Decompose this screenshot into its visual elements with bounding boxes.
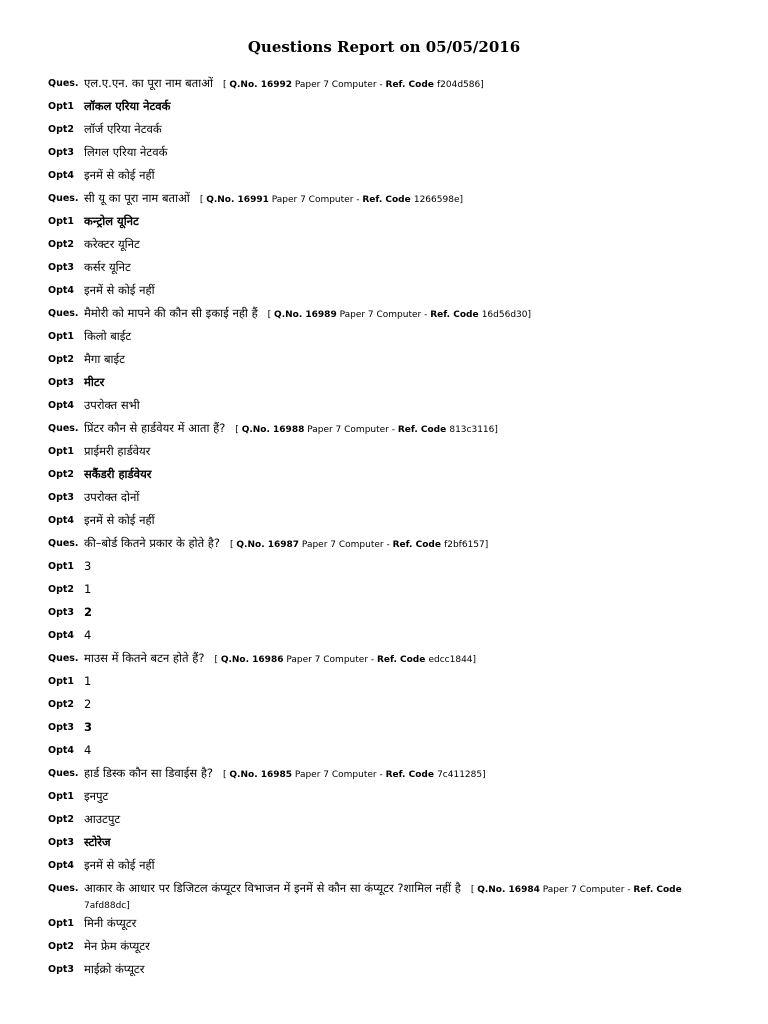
- question-body: मैमोरी को मापने की कौन सी इकाई नही हैं: [84, 306, 258, 320]
- qno-value: 16985: [260, 770, 293, 780]
- page-title: Questions Report on 05/05/2016: [247, 38, 521, 56]
- option-text: मेन फ्रेम कंप्यूटर: [84, 939, 150, 953]
- question-body: आकार के आधार पर डिजिटल कंप्यूटर विभाजन में इनमें से कौन सा कंप्यूटर ?शामिल नहीं है: [84, 881, 461, 895]
- option-label: Opt4: [48, 630, 75, 641]
- option-row: [48, 789, 720, 812]
- ref-label: Ref. Code: [397, 425, 450, 435]
- option-row: [48, 962, 720, 985]
- option-row: [48, 214, 720, 237]
- question-body: एल.ए.एन. का पूरा नाम बताओं: [84, 76, 213, 90]
- question-label: Ques.: [48, 193, 79, 204]
- option-label: Opt2: [48, 584, 75, 595]
- option-label: Opt2: [48, 124, 75, 135]
- option-label: Opt1: [48, 331, 75, 342]
- option-text: लॉर्ज एरिया नेटवर्क: [84, 122, 162, 136]
- question-body: सी यू का पूरा नाम बताओं: [84, 191, 190, 205]
- option-row: [48, 720, 720, 743]
- option-row: [48, 513, 720, 536]
- qno-label: Q.No.: [274, 310, 306, 320]
- option-text: 2: [84, 697, 92, 711]
- meta-close: ]: [482, 770, 486, 780]
- option-row: [48, 697, 720, 720]
- option-label: Opt1: [48, 216, 75, 227]
- meta-close: ]: [459, 195, 463, 205]
- paper-label: Paper 7 Computer -: [304, 425, 398, 435]
- option-label: Opt3: [48, 722, 75, 733]
- qno-value: 16987: [267, 540, 300, 550]
- option-row: [48, 260, 720, 283]
- option-row: [48, 582, 720, 605]
- qno-value: 16992: [260, 80, 292, 90]
- question-row: [48, 536, 720, 559]
- question-label: Ques.: [48, 653, 79, 664]
- ref-label: Ref. Code: [430, 310, 482, 320]
- option-row: [48, 283, 720, 306]
- option-row: [48, 835, 720, 858]
- option-row: [48, 628, 720, 651]
- qno-label: Q.No.: [206, 195, 238, 205]
- option-row: [48, 916, 720, 939]
- qno-value: 16986: [252, 655, 284, 665]
- option-row: [48, 858, 720, 881]
- question-text: [84, 306, 531, 322]
- ref-label: Ref. Code: [633, 885, 682, 895]
- ref-label: Ref. Code: [362, 195, 414, 205]
- option-text: स्टोरेज: [84, 835, 111, 849]
- option-label: Opt4: [48, 285, 75, 296]
- question-text: [84, 881, 720, 913]
- qno-label: Q.No.: [236, 540, 268, 550]
- option-label: Opt2: [48, 354, 75, 365]
- ref-value: 813c3116: [449, 425, 495, 435]
- paper-label: Paper 7 Computer -: [292, 770, 386, 780]
- question-label: Ques.: [48, 423, 79, 434]
- ref-value: 16d56d30: [481, 310, 528, 320]
- ref-label: Ref. Code: [392, 540, 445, 550]
- ref-value: 1266598e: [413, 195, 460, 205]
- option-label: Opt1: [48, 791, 75, 802]
- qno-label: Q.No.: [229, 770, 261, 780]
- option-label: Opt1: [48, 101, 75, 112]
- option-text: इनपुट: [84, 789, 109, 803]
- meta-close: ]: [472, 655, 477, 665]
- option-text: 4: [84, 628, 92, 642]
- option-row: [48, 674, 720, 697]
- ref-value: edcc1844: [428, 655, 473, 665]
- option-text: प्राईमरी हार्डवेयर: [84, 444, 151, 458]
- option-label: Opt4: [48, 400, 75, 411]
- option-row: [48, 939, 720, 962]
- paper-label: Paper 7 Computer -: [283, 655, 377, 665]
- paper-label: Paper 7 Computer -: [539, 885, 634, 895]
- option-text: कर्सर यूनिट: [84, 260, 131, 274]
- option-row: [48, 237, 720, 260]
- option-row: [48, 490, 720, 513]
- question-row: [48, 191, 720, 214]
- option-label: Opt2: [48, 239, 75, 250]
- meta-open: [: [267, 310, 275, 320]
- question-text: [84, 76, 484, 92]
- meta-open: [: [235, 425, 242, 435]
- question-meta: [268, 310, 531, 320]
- meta-close: ]: [484, 540, 489, 550]
- question-label: Ques.: [48, 883, 79, 894]
- option-row: [48, 743, 720, 766]
- option-label: Opt3: [48, 492, 75, 503]
- option-text: 4: [84, 743, 92, 757]
- option-label: Opt2: [48, 941, 75, 952]
- question-meta: [200, 195, 463, 205]
- option-text: लॉकल एरिया नेटवर्क: [84, 99, 171, 113]
- question-text: [84, 421, 498, 437]
- option-label: Opt3: [48, 837, 75, 848]
- paper-label: Paper 7 Computer -: [336, 310, 431, 320]
- question-row: [48, 76, 720, 99]
- option-text: लिगल एरिया नेटवर्क: [84, 145, 168, 159]
- ref-label: Ref. Code: [385, 80, 437, 90]
- question-text: [84, 766, 486, 782]
- option-text: उपरोक्त दोनों: [84, 490, 140, 504]
- option-row: [48, 398, 720, 421]
- paper-label: Paper 7 Computer -: [268, 195, 363, 205]
- question-text: [84, 191, 463, 207]
- qno-label: Q.No.: [220, 655, 253, 665]
- option-text: मैगा बाईट: [84, 352, 125, 366]
- paper-label: Paper 7 Computer -: [292, 80, 386, 90]
- option-label: Opt3: [48, 377, 75, 388]
- option-label: Opt4: [48, 170, 75, 181]
- option-text: मीटर: [84, 375, 105, 389]
- ref-value: f204d586: [437, 80, 481, 90]
- option-row: [48, 329, 720, 352]
- option-text: उपरोक्त सभी: [84, 398, 140, 412]
- question-row: [48, 651, 720, 674]
- question-meta: [235, 425, 498, 435]
- questions-list: [48, 76, 720, 985]
- question-label: Ques.: [48, 78, 79, 89]
- meta-open: [: [470, 885, 478, 895]
- option-label: Opt2: [48, 814, 75, 825]
- paper-label: Paper 7 Computer -: [299, 540, 393, 550]
- option-row: [48, 352, 720, 375]
- option-text: किलो बाईट: [84, 329, 132, 343]
- option-label: Opt4: [48, 745, 75, 756]
- option-label: Opt4: [48, 515, 75, 526]
- option-text: सकैंडरी हार्डवेयर: [84, 467, 152, 481]
- option-label: Opt4: [48, 860, 75, 871]
- meta-open: [: [223, 770, 230, 780]
- option-row: [48, 168, 720, 191]
- option-text: करेक्टर यूनिट: [84, 237, 140, 251]
- question-row: [48, 766, 720, 789]
- qno-value: 16989: [305, 310, 337, 320]
- option-text: माईक्रो कंप्यूटर: [84, 962, 145, 976]
- question-meta: [230, 540, 488, 550]
- meta-open: [: [199, 195, 207, 205]
- option-label: Opt1: [48, 676, 75, 687]
- meta-open: [: [222, 80, 230, 90]
- question-label: Ques.: [48, 768, 79, 779]
- ref-label: Ref. Code: [385, 770, 438, 780]
- option-label: Opt2: [48, 469, 75, 480]
- ref-value: f2bf6157: [444, 540, 485, 550]
- question-label: Ques.: [48, 308, 79, 319]
- ref-value: 7afd88dc: [84, 901, 127, 911]
- question-meta: [223, 80, 484, 90]
- option-text: इनमें से कोई नहीं: [84, 858, 155, 872]
- option-row: [48, 559, 720, 582]
- option-label: Opt3: [48, 964, 75, 975]
- qno-value: 16984: [508, 885, 540, 895]
- option-row: [48, 467, 720, 490]
- question-body: की–बोर्ड कितने प्रकार के होते है?: [84, 536, 221, 550]
- meta-close: ]: [126, 901, 130, 911]
- qno-label: Q.No.: [477, 885, 509, 895]
- question-meta: [223, 770, 486, 780]
- option-label: Opt3: [48, 607, 75, 618]
- option-text: इनमें से कोई नहीं: [84, 513, 155, 527]
- qno-value: 16991: [237, 195, 269, 205]
- option-text: 2: [84, 605, 93, 619]
- question-row: [48, 306, 720, 329]
- option-label: Opt1: [48, 446, 75, 457]
- meta-close: ]: [494, 425, 498, 435]
- question-text: [84, 536, 488, 552]
- option-row: [48, 122, 720, 145]
- option-label: Opt1: [48, 561, 75, 572]
- option-text: 1: [84, 674, 92, 688]
- qno-value: 16988: [273, 425, 305, 435]
- question-row: [48, 881, 720, 916]
- question-meta: [214, 655, 476, 665]
- question-body: प्रिंटर कौन से हार्डवेयर में आता हैं?: [84, 421, 226, 435]
- qno-label: Q.No.: [229, 80, 261, 90]
- option-row: [48, 375, 720, 398]
- option-label: Opt3: [48, 262, 75, 273]
- question-body: हार्ड डिस्क कौन सा डिवाईस है?: [84, 766, 214, 780]
- option-text: 3: [84, 559, 92, 573]
- option-label: Opt2: [48, 699, 75, 710]
- option-text: मिनी कंप्यूटर: [84, 916, 137, 930]
- qno-label: Q.No.: [241, 425, 274, 435]
- question-row: [48, 421, 720, 444]
- meta-close: ]: [480, 80, 484, 90]
- question-body: माउस में कितने बटन होते हैं?: [84, 651, 205, 665]
- option-row: [48, 812, 720, 835]
- option-text: 3: [84, 720, 93, 734]
- option-row: [48, 99, 720, 122]
- question-text: [84, 651, 476, 667]
- meta-open: [: [214, 655, 221, 665]
- meta-open: [: [230, 540, 237, 550]
- option-text: इनमें से कोई नहीं: [84, 168, 155, 182]
- option-text: 1: [84, 582, 92, 596]
- option-row: [48, 145, 720, 168]
- option-text: आउटपुट: [84, 812, 121, 826]
- option-text: कन्ट्रोल यूनिट: [84, 214, 139, 228]
- meta-close: ]: [527, 310, 532, 320]
- option-row: [48, 605, 720, 628]
- option-label: Opt3: [48, 147, 75, 158]
- ref-value: 7c411285: [437, 770, 483, 780]
- option-text: इनमें से कोई नहीं: [84, 283, 155, 297]
- question-label: Ques.: [48, 538, 79, 549]
- ref-label: Ref. Code: [376, 655, 429, 665]
- option-row: [48, 444, 720, 467]
- option-label: Opt1: [48, 918, 75, 929]
